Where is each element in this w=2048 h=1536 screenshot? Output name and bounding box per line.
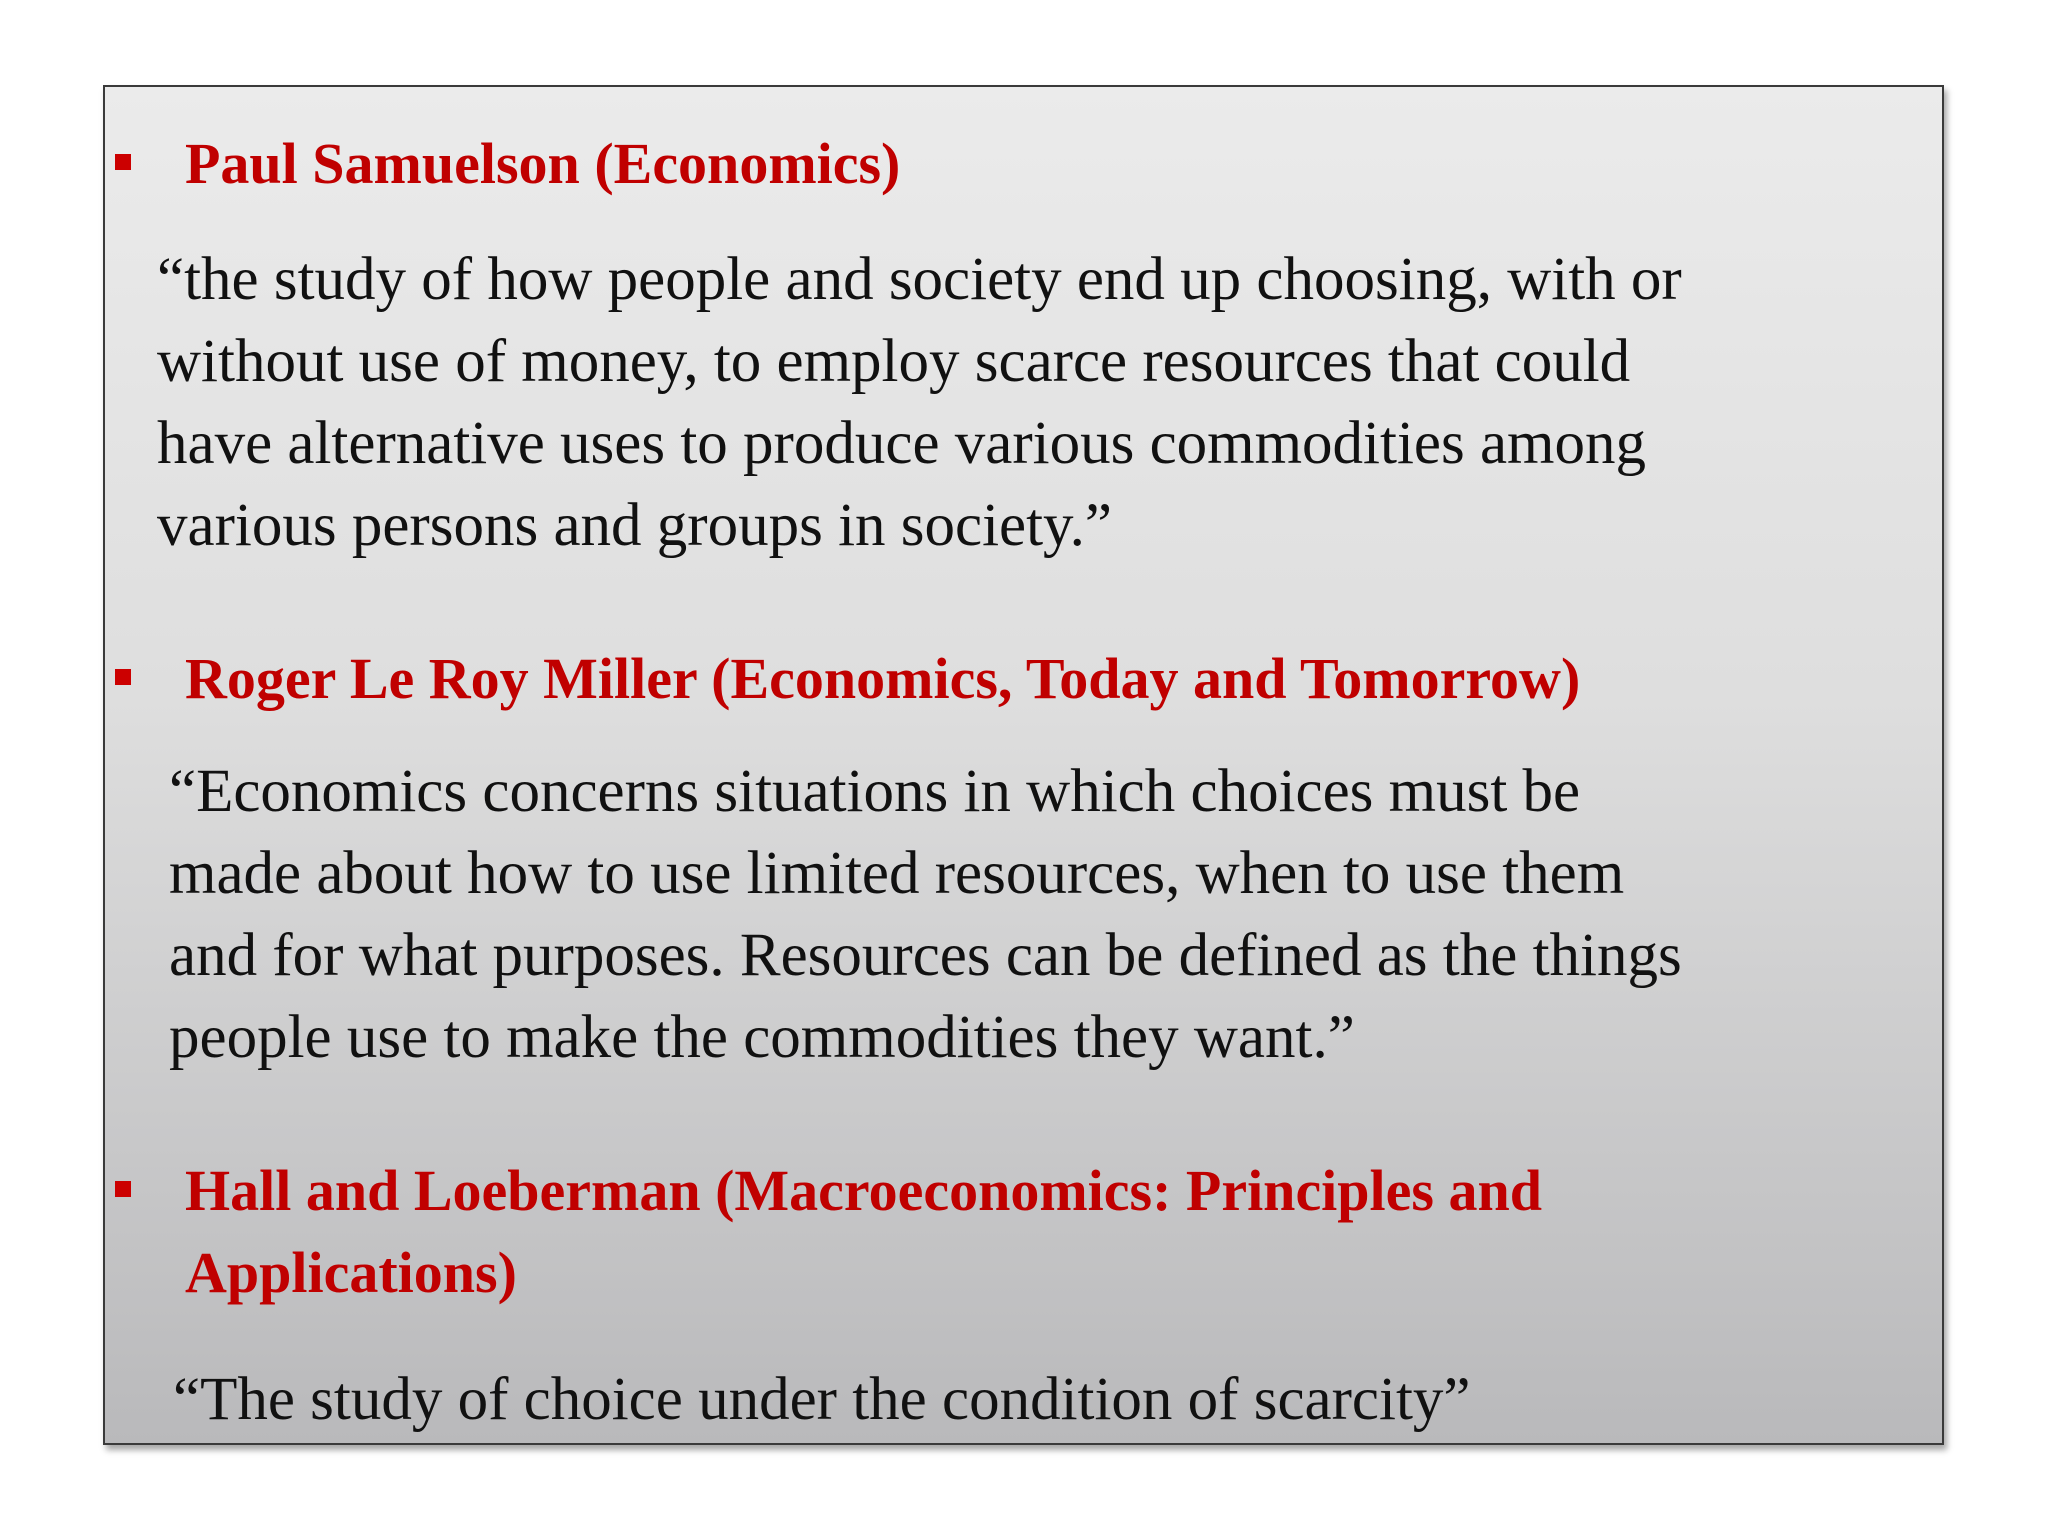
entry-heading-miller: Roger Le Roy Miller (Economics, Today and Tomorrow) [185, 646, 1581, 711]
entry-quote-miller: “Economics concerns situations in which choices must be made about how to use limited resources, when to use them and for what purposes. Resources can be defined as the things people use to make the commodities they want.” [169, 758, 1682, 1071]
slide-content-box [103, 85, 1944, 1445]
entry-heading-samuelson: Paul Samuelson (Economics) [185, 131, 901, 196]
bullet-square-icon [115, 1181, 131, 1197]
entry-heading-hall-loeberman: Hall and Loeberman (Macroeconomics: Principles and Applications) [185, 1158, 1542, 1305]
bullet-square-icon [115, 154, 131, 170]
entry-quote-samuelson: “the study of how people and society end up choosing, with or without use of money, to employ scarce resources that could have alternative uses to produce various commodities among various persons and groups in society.” [157, 246, 1682, 559]
bullet-square-icon [115, 669, 131, 685]
entry-quote-hall-loeberman: “The study of choice under the condition of scarcity” [173, 1366, 1471, 1433]
